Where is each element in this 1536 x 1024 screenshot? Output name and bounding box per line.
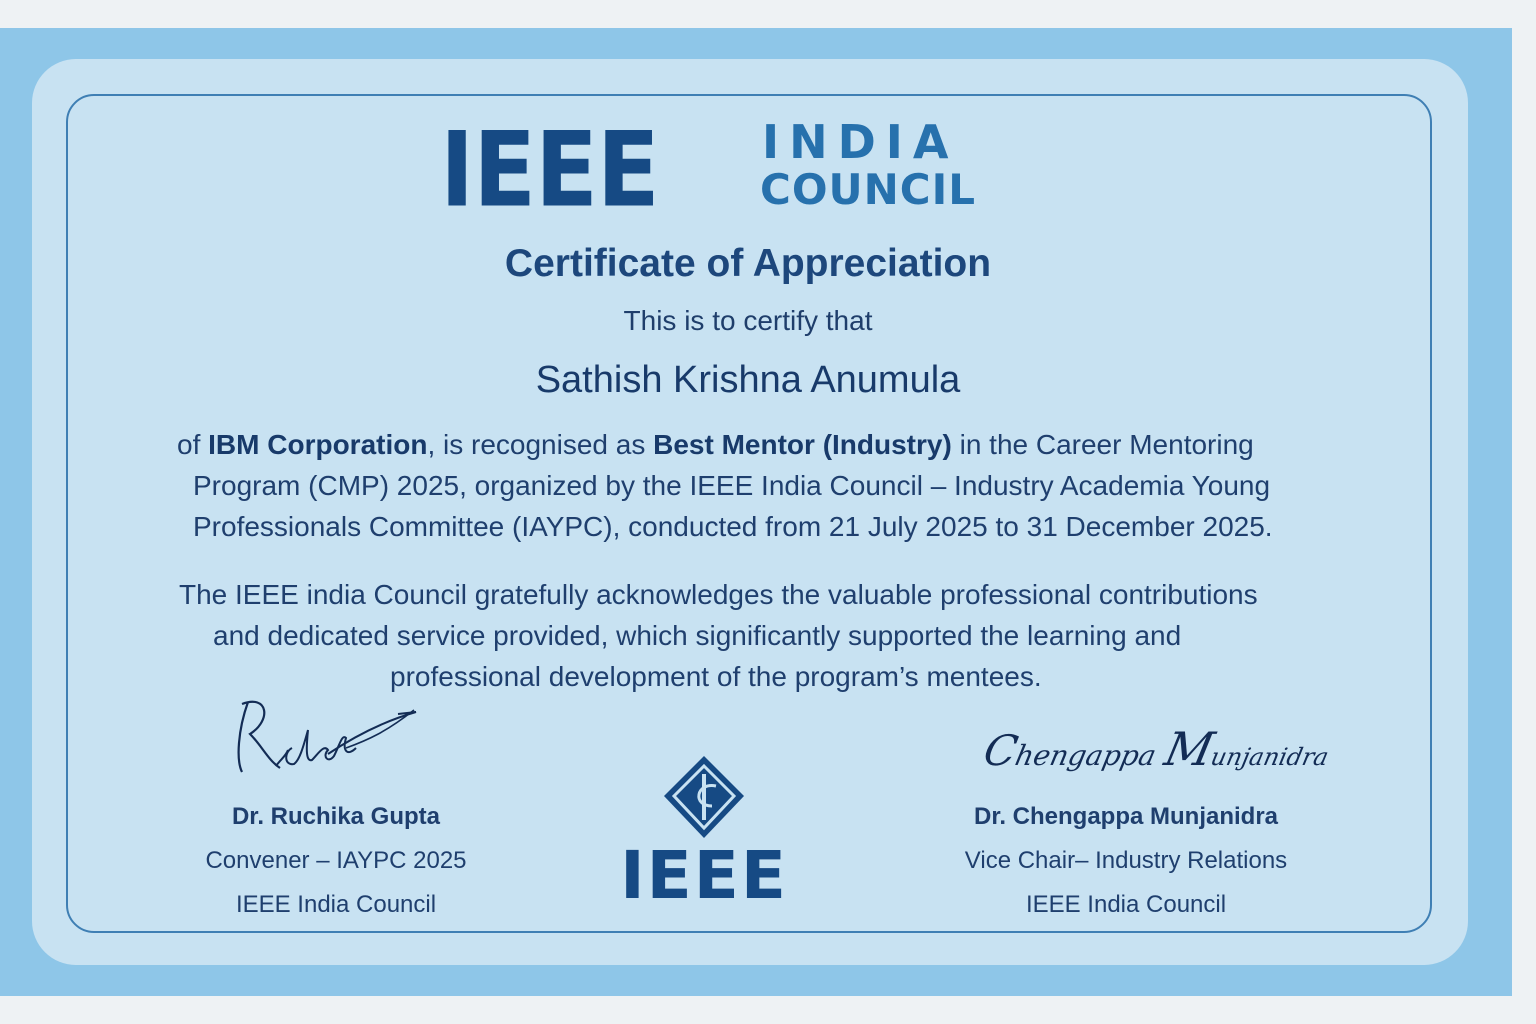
- logo-india-text: INDIA: [762, 115, 959, 169]
- certify-intro: This is to certify that: [623, 305, 873, 336]
- citation-prefix: of: [177, 429, 209, 460]
- signature-chengappa-munjanidra: Chengappa Munjanidra: [979, 722, 1332, 776]
- citation-mid: , is recognised as: [427, 429, 654, 460]
- signatory-left: [126, 800, 546, 922]
- signatory-organization: IEEE India Council: [1025, 891, 1227, 918]
- logo-council-text: COUNCIL: [760, 165, 976, 214]
- logo-ieee-text: IEEE: [440, 110, 659, 231]
- signatory-right: [916, 800, 1336, 922]
- recipient-name: Sathish Krishna Anumula: [535, 359, 961, 401]
- signature-ruchika-gupta: [228, 690, 428, 780]
- acknowledgement-line-3: professional development of the program’s mentees.: [390, 661, 1042, 692]
- signatory-name: Dr. Ruchika Gupta: [231, 803, 441, 830]
- signatory-name: Dr. Chengappa Munjanidra: [973, 803, 1279, 830]
- signatory-role: Convener – IAYPC 2025: [205, 847, 467, 874]
- ieee-emblem-text: IEEE: [620, 837, 788, 914]
- acknowledgement-line-2: and dedicated service provided, which significantly supported the learning and: [213, 620, 1182, 651]
- certificate-title: Certificate of Appreciation: [504, 242, 992, 285]
- signatory-organization: IEEE India Council: [235, 891, 437, 918]
- citation-post: in the Career Mentoring: [951, 429, 1254, 460]
- acknowledgement-line-1: The IEEE india Council gratefully acknowledges the valuable professional contributions: [179, 579, 1258, 610]
- signatory-role: Vice Chair– Industry Relations: [964, 847, 1288, 874]
- citation-line-1: [177, 424, 1254, 465]
- organization-name: IBM Corporation: [208, 429, 428, 460]
- citation-line-2: Program (CMP) 2025, organized by the IEEE India Council – Industry Academia Young: [193, 470, 1271, 501]
- citation-line-3: Professionals Committee (IAYPC), conducted from 21 July 2025 to 31 December 2025.: [193, 511, 1273, 542]
- ieee-india-council-logo: [440, 108, 1000, 231]
- award-name: Best Mentor (Industry): [653, 429, 952, 460]
